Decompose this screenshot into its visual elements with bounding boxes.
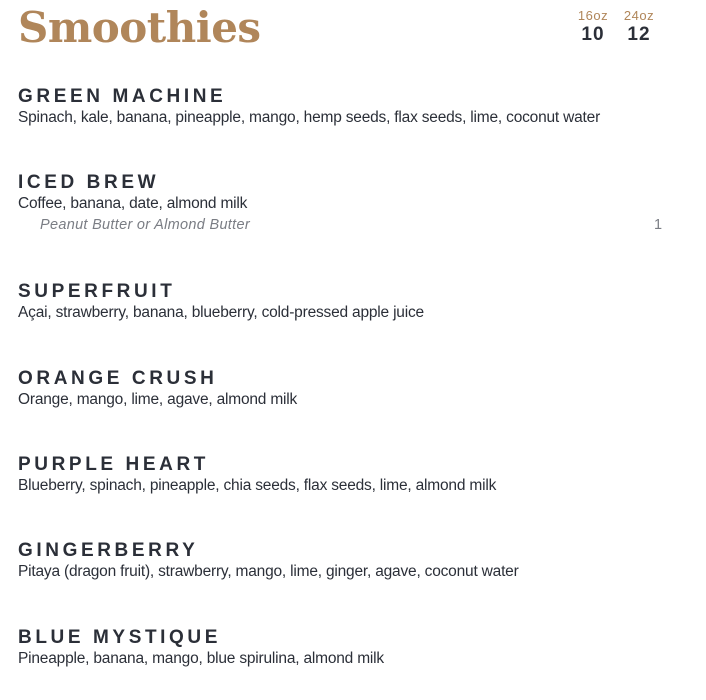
item-description: Orange, mango, lime, agave, almond milk xyxy=(18,391,298,408)
item-name: BLUE MYSTIQUE xyxy=(18,627,222,648)
item-addon xyxy=(18,214,678,236)
menu-item-orange-crush xyxy=(18,368,678,410)
size-label: 16oz xyxy=(577,8,609,23)
item-name: ICED BREW xyxy=(18,172,160,193)
item-description: Pitaya (dragon fruit), strawberry, mango, lime, ginger, agave, coconut water xyxy=(18,563,519,580)
addon-price: 1 xyxy=(654,217,663,233)
size-column-large xyxy=(614,8,664,46)
menu-item-gingerberry xyxy=(18,540,678,582)
item-description: Açai, strawberry, banana, blueberry, cold-pressed apple juice xyxy=(18,304,424,321)
menu-item-blue-mystique xyxy=(18,627,678,669)
item-description: Spinach, kale, banana, pineapple, mango, hemp seeds, flax seeds, lime, coconut water xyxy=(18,109,601,126)
addon-label: Peanut Butter or Almond Butter xyxy=(40,217,250,233)
menu-title: Smoothies xyxy=(18,3,261,52)
item-description: Pineapple, banana, mango, blue spirulina, almond milk xyxy=(18,650,384,667)
size-label: 24oz xyxy=(623,8,655,23)
item-name: ORANGE CRUSH xyxy=(18,368,218,389)
size-price: 10 xyxy=(581,24,605,45)
item-name: GINGERBERRY xyxy=(18,540,199,561)
menu-item-iced-brew xyxy=(18,172,678,236)
item-name: GREEN MACHINE xyxy=(18,86,227,107)
menu-item-superfruit xyxy=(18,281,678,323)
item-name: SUPERFRUIT xyxy=(18,281,176,302)
menu-item-green-machine xyxy=(18,86,678,128)
menu-item-purple-heart xyxy=(18,454,678,496)
size-price: 12 xyxy=(627,24,651,45)
item-description: Blueberry, spinach, pineapple, chia seeds, flax seeds, lime, almond milk xyxy=(18,477,497,494)
size-column-small xyxy=(568,8,618,46)
item-description: Coffee, banana, date, almond milk xyxy=(18,195,248,212)
item-name: PURPLE HEART xyxy=(18,454,209,475)
